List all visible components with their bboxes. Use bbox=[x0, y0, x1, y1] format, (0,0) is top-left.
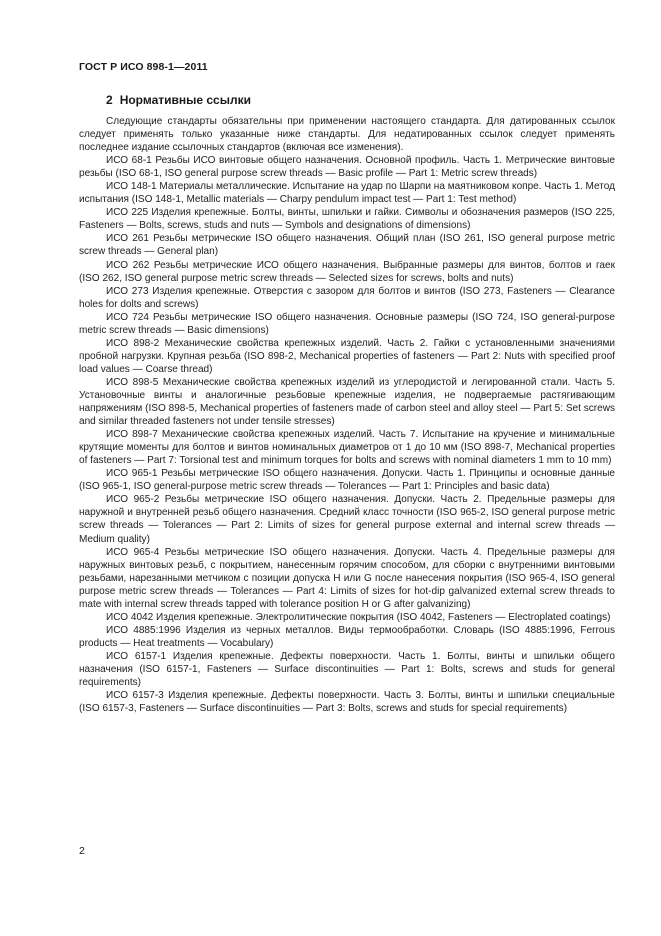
document-header: ГОСТ Р ИСО 898-1—2011 bbox=[79, 61, 208, 73]
section-heading bbox=[106, 93, 251, 107]
reference-iso-965-4: ИСО 965-4 Резьбы метрические ISO общего назначения. Допуски. Часть 4. Предельные размеры для наружных винтовых резьб, с покрытием, нанесенным горячим способом, для сборки с внутренними винтовыми резьбами, нарезанными метчиком с позиции допуска H или G после нанесения покрытия (ISO 965-4, ISO general purpose metric screw threads — Tolerances — Part 4: Limits of sizes for hot-dip galvanized external screw threads to mate with internal screw threads tapped with tolerance position H or G after galvanizing) bbox=[79, 546, 615, 610]
section-title: Нормативные ссылки bbox=[119, 93, 251, 107]
reference-iso-6157-1: ИСО 6157-1 Изделия крепежные. Дефекты поверхности. Часть 1. Болты, винты и шпильки общего назначения (ISO 6157-1, Fasteners — Surface discontinuities — Part 1: Bolts, screws and studs for general requirements) bbox=[79, 650, 615, 689]
section-body bbox=[79, 115, 615, 715]
reference-iso-965-1: ИСО 965-1 Резьбы метрические ISO общего назначения. Допуски. Часть 1. Принципы и основные данные (ISO 965-1, ISO general-purpose metric screw threads — Tolerances — Part 1: Principles and basic data) bbox=[79, 468, 615, 493]
reference-iso-262: ИСО 262 Резьбы метрические ИСО общего назначения. Выбранные размеры для винтов, болтов и гаек (ISO 262, ISO general purpose metric screw threads — Selected sizes for screws, bolts and nuts) bbox=[79, 259, 615, 284]
reference-iso-724: ИСО 724 Резьбы метрические ISO общего назначения. Основные размеры (ISO 724, ISO general-purpose metric screw threads — Basic dimensions) bbox=[79, 311, 615, 336]
reference-iso-4885: ИСО 4885:1996 Изделия из черных металлов. Виды термообработки. Словарь (ISO 4885:1996, Ferrous products — Heat treatments — Vocabulary) bbox=[79, 624, 615, 649]
intro-paragraph: Следующие стандарты обязательны при применении настоящего стандарта. Для датированных ссылок следует применять только указанные ниже стандарты. Для недатированных ссылок следует применять последнее издание ссылочных стандартов (включая все изменения). bbox=[79, 116, 615, 154]
reference-iso-148-1: ИСО 148-1 Материалы металлические. Испытание на удар по Шарпи на маятниковом копре. Часть 1. Метод испытания (ISO 148-1, Metallic materials — Charpy pendulum impact test — Part 1: Test method) bbox=[79, 181, 615, 206]
page-number: 2 bbox=[79, 845, 85, 857]
reference-iso-965-2: ИСО 965-2 Резьбы метрические ISO общего назначения. Допуски. Часть 2. Предельные размеры для наружной и внутренней резьб общего назначения. Средний класс точности (ISO 965-2, ISO general purpose metric screw threads — Tolerances — Part 2: Limits of sizes for general purpose external and internal screw threads — Medium quality) bbox=[79, 494, 615, 545]
reference-iso-4042: ИСО 4042 Изделия крепежные. Электролитические покрытия (ISO 4042, Fasteners — Electroplated coatings) bbox=[106, 611, 611, 623]
reference-iso-225: ИСО 225 Изделия крепежные. Болты, винты, шпильки и гайки. Символы и обозначения размеров (ISO 225, Fasteners — Bolts, screws, studs and nuts — Symbols and designations of dimensions) bbox=[79, 207, 615, 232]
reference-iso-68-1: ИСО 68-1 Резьбы ИСО винтовые общего назначения. Основной профиль. Часть 1. Метрические винтовые резьбы (ISO 68-1, ISO general purpose screw threads — Basic profile — Part 1: Metric screw threads) bbox=[79, 155, 615, 180]
reference-iso-898-2: ИСО 898-2 Механические свойства крепежных изделий. Часть 2. Гайки с установленными значениями пробной нагрузки. Крупная резьба (ISO 898-2, Mechanical properties of fasteners — Part 2: Nuts with specified proof load values — Coarse thread) bbox=[79, 337, 615, 375]
reference-iso-6157-3: ИСО 6157-3 Изделия крепежные. Дефекты поверхности. Часть 3. Болты, винты и шпильки специальные (ISO 6157-3, Fasteners — Surface discontinuities — Part 3: Bolts, screws and studs for special requirements) bbox=[79, 690, 615, 715]
reference-iso-273: ИСО 273 Изделия крепежные. Отверстия с зазором для болтов и винтов (ISO 273, Fasteners — Clearance holes for dolts and screws) bbox=[79, 285, 615, 310]
reference-iso-261: ИСО 261 Резьбы метрические ISO общего назначения. Общий план (ISO 261, ISO general purpose metric screw threads — General plan) bbox=[79, 233, 615, 258]
reference-iso-898-7: ИСО 898-7 Механические свойства крепежных изделий. Часть 7. Испытание на кручение и минимальные крутящие моменты для болтов и винтов номинальных диаметров от 1 до 10 мм (ISO 898-7, Mechanical properties of fasteners — Part 7: Torsional test and minimum torques for bolts and screws with nominal diameters 1 mm to 10 mm) bbox=[79, 429, 615, 467]
reference-iso-898-5: ИСО 898-5 Механические свойства крепежных изделий из углеродистой и легированной стали. Часть 5. Установочные винты и аналогичные резьбовые крепежные изделия, не подвергаемые растягивающим напряжениям (ISO 898-5, Mechanical properties of fasteners made of carbon steel and alloy steel — Part 5: Set screws and similar threaded fasteners not under tensile stresses) bbox=[79, 376, 615, 428]
section-number: 2 bbox=[106, 93, 113, 107]
